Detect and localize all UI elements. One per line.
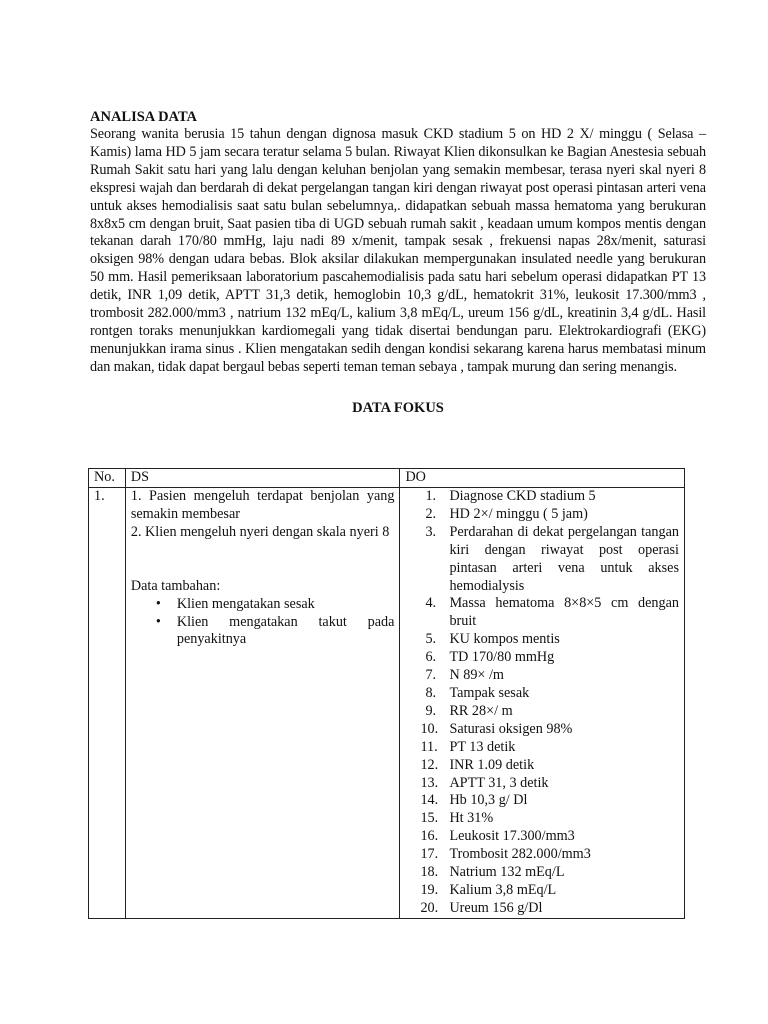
do-item-number: 1. xyxy=(425,488,437,504)
do-item xyxy=(405,649,679,667)
do-item xyxy=(405,506,679,524)
header-no: No. xyxy=(89,469,126,488)
do-item-number: 7. xyxy=(425,667,437,684)
row-number: 1. xyxy=(89,488,126,919)
do-item-number: 14. xyxy=(420,792,439,809)
focus-title: DATA FOKUS xyxy=(352,399,444,416)
focus-table xyxy=(88,468,685,919)
spacer xyxy=(131,542,395,578)
ds-item: 1. Pasien mengeluh terdapat benjolan yang semakin membesar xyxy=(130,488,395,522)
do-list xyxy=(405,488,679,918)
do-item xyxy=(405,524,679,596)
do-item xyxy=(405,667,679,685)
do-item-text: Massa hematoma 8×8×5 cm dengan bruit xyxy=(449,595,679,630)
do-item-number: 20. xyxy=(420,899,439,916)
do-item xyxy=(405,685,679,703)
do-item-number: 17. xyxy=(420,846,439,863)
do-item xyxy=(405,775,679,793)
do-item-text: TD 170/80 mmHg xyxy=(449,649,555,666)
do-item xyxy=(405,810,679,828)
header-do: DO xyxy=(400,469,685,488)
do-item xyxy=(405,846,679,864)
do-item-number: 11. xyxy=(420,738,438,755)
additional-item: • Klien mengatakan sesak xyxy=(177,596,395,614)
analysis-heading: ANALISA DATA xyxy=(90,109,198,125)
do-item-text: KU kompos mentis xyxy=(449,631,560,648)
do-item xyxy=(405,703,679,721)
do-item-number: 13. xyxy=(420,774,439,791)
do-item-number: 8. xyxy=(425,684,437,701)
do-item-number: 5. xyxy=(425,631,437,648)
do-item-text: APTT 31, 3 detik xyxy=(449,774,549,791)
table-header-row xyxy=(89,469,685,488)
do-item xyxy=(405,721,679,739)
header-ds: DS xyxy=(125,469,400,488)
do-item-text: Saturasi oksigen 98% xyxy=(449,720,573,737)
do-item-text: Perdarahan di dekat pergelangan tangan kiri dengan riwayat post operasi pintasan arteri vena untuk akses hemodialysis xyxy=(449,523,679,594)
do-item xyxy=(405,757,679,775)
do-item-text: HD 2×/ minggu ( 5 jam) xyxy=(449,505,588,522)
document-page xyxy=(90,108,706,433)
do-item-text: Natrium 132 mEq/L xyxy=(449,864,565,881)
do-item-text: N 89× /m xyxy=(449,667,504,684)
do-item xyxy=(405,739,679,757)
do-item-number: 4. xyxy=(425,595,437,612)
do-item-text: Hb 10,3 g/ Dl xyxy=(449,792,528,809)
do-item-number: 9. xyxy=(425,702,437,719)
do-item-text: Tampak sesak xyxy=(449,684,530,701)
do-item-text: PT 13 detik xyxy=(449,738,516,755)
do-item-number: 12. xyxy=(420,756,439,773)
do-item-number: 16. xyxy=(420,828,439,845)
do-item-text: Leukosit 17.300/mm3 xyxy=(449,828,575,845)
do-item xyxy=(405,864,679,882)
do-item xyxy=(405,595,679,631)
analysis-paragraph: Seorang wanita berusia 15 tahun dengan dignosa masuk CKD stadium 5 on HD 2 X/ minggu ( Selasa – Kamis) lama HD 5 jam secara teratur selama 5 bulan. Riwayat Klien dikonsulkan ke Bagian Anestesia sebuah Rumah Sakit satu hari yang lalu dengan keluhan benjolan yang semakin membesar, terasa nyeri skal nyeri 8 ekspresi wajah dan berdarah di dekat pergelangan tangan kiri dengan riwayat post operasi pintasan arteri vena untuk akses hemodialisis saat satu bulan sebelumnya,. didapatkan sebuah massa hematoma yang berukuran 8x8x5 cm dengan bruit, Saat pasien tiba di UGD sebuah rumah sakit , keadaan umum kompos mentis dengan tekanan darah 170/80 mmHg, laju nadi 89 x/menit, tampak sesak , frekuensi napas 28x/menit, saturasi oksigen 98% dengan udara bebas. Blok aksilar dilakukan mempergunakan insulated needle yang berukuran 50 mm. Hasil pemeriksaan laboratorium pascahemodialisis pada satu hari sebelum operasi didapatkan PT 13 detik, INR 1,09 detik, APTT 31,3 detik, hemoglobin 10,3 g/dL, hematokrit 31%, leukosit 17.300/mm3 , trombosit 282.000/mm3 , natrium 132 mEq/L, kalium 3,8 mEq/L, ureum 156 g/dL, kreatinin 3,4 g/dL. Hasil rontgen toraks menunjukkan kardiomegali yang tidak disertai bendungan paru. Elektrokardiografi (EKG) menunjukkan irama sinus . Klien mengatakan sedih dengan kondisi sekarang karena harus membatasi minum dan makan, tidak dapat bergaul bebas seperti teman teman sebaya , tampak murung dan sering menangis. xyxy=(90,126,706,375)
ds-cell xyxy=(125,488,400,919)
do-item-number: 10. xyxy=(420,720,439,737)
do-item-text: Ht 31% xyxy=(449,810,494,827)
additional-label: Data tambahan: xyxy=(130,577,221,594)
do-item-text: Ureum 156 g/Dl xyxy=(449,899,543,916)
do-cell xyxy=(400,488,685,919)
do-item-number: 2. xyxy=(425,505,437,522)
do-item-number: 3. xyxy=(425,523,437,540)
additional-item: • Klien mengatakan takut pada penyakitnya xyxy=(177,614,395,650)
do-item-number: 19. xyxy=(420,881,439,898)
do-item xyxy=(405,882,679,900)
do-item-text: Kalium 3,8 mEq/L xyxy=(449,881,557,898)
table-row xyxy=(89,488,685,919)
do-item-text: Diagnose CKD stadium 5 xyxy=(449,488,596,504)
do-item xyxy=(405,828,679,846)
do-item-number: 6. xyxy=(425,649,437,666)
additional-list xyxy=(131,596,395,650)
do-item xyxy=(405,631,679,649)
do-item-text: Trombosit 282.000/mm3 xyxy=(449,846,591,863)
do-item xyxy=(405,900,679,918)
do-item-number: 15. xyxy=(420,810,439,827)
do-item xyxy=(405,488,679,506)
do-item-text: RR 28×/ m xyxy=(449,702,513,719)
ds-item: 2. Klien mengeluh nyeri dengan skala nyeri 8 xyxy=(130,523,390,540)
do-item-text: INR 1.09 detik xyxy=(449,756,535,773)
do-item xyxy=(405,792,679,810)
do-item-number: 18. xyxy=(420,864,439,881)
